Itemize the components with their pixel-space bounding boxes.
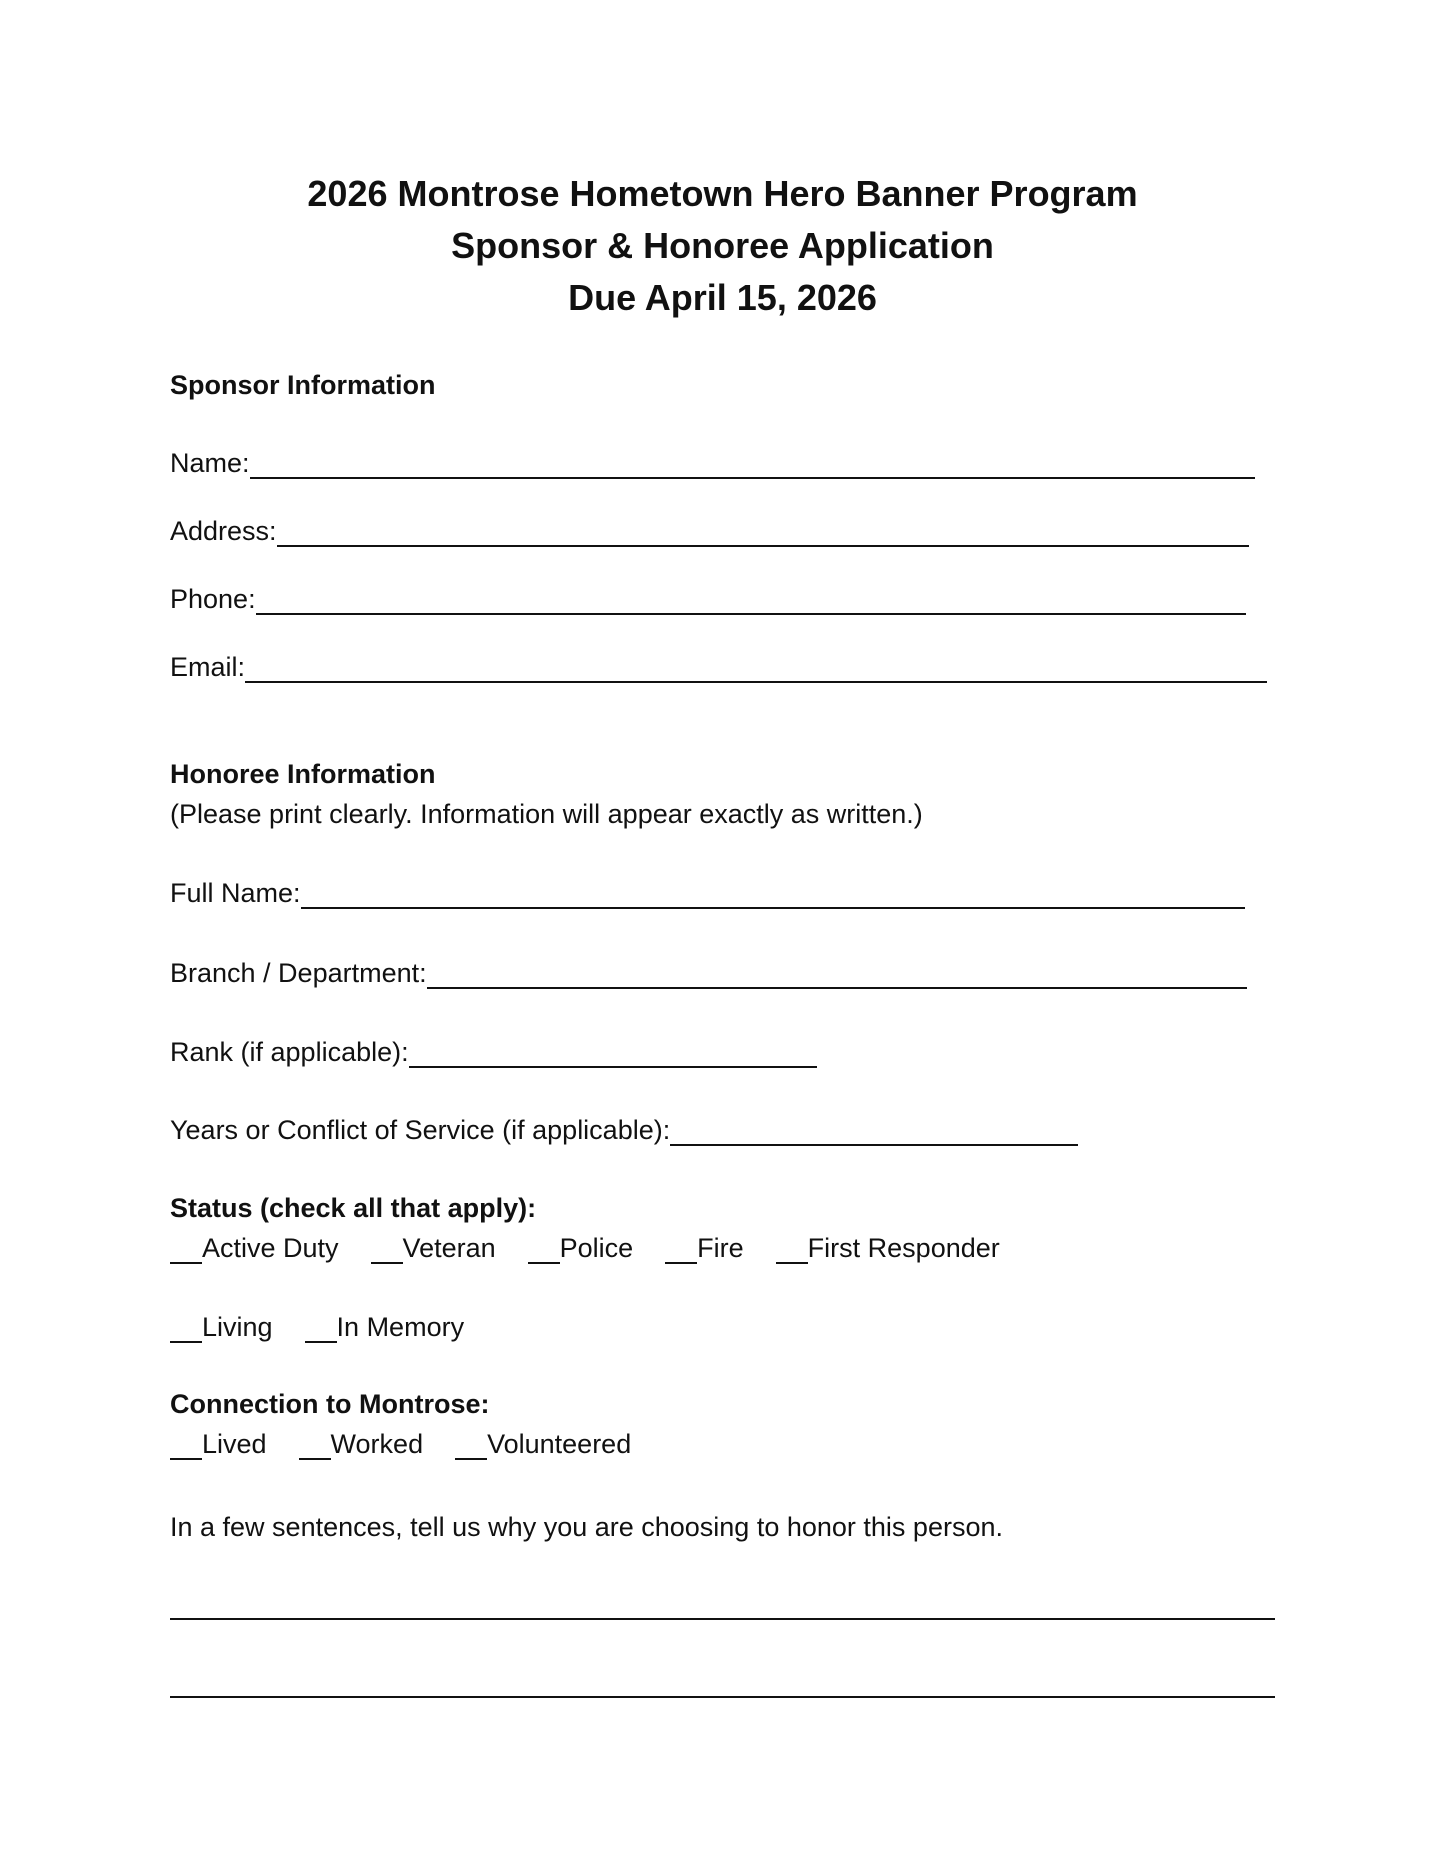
sponsor-email-field[interactable]	[170, 649, 1267, 683]
checkbox-blank[interactable]	[776, 1234, 808, 1264]
rank-line[interactable]	[409, 1038, 817, 1068]
option-label: Volunteered	[487, 1429, 632, 1459]
full-name-line[interactable]	[301, 879, 1245, 909]
honoree-note: (Please print clearly. Information will appear exactly as written.)	[170, 799, 923, 829]
status-option-police[interactable]	[528, 1230, 634, 1264]
branch-line[interactable]	[427, 959, 1247, 989]
sponsor-phone-field[interactable]	[170, 581, 1246, 615]
honoree-full-name-field[interactable]	[170, 875, 1245, 909]
form-title: 2026 Montrose Hometown Hero Banner Program	[307, 173, 1138, 214]
connection-option-lived[interactable]	[170, 1426, 267, 1460]
honoree-rank-field[interactable]	[170, 1034, 817, 1068]
form-subtitle: Sponsor & Honoree Application	[451, 225, 994, 266]
status-option-in-memory[interactable]	[305, 1309, 465, 1343]
honoree-branch-field[interactable]	[170, 955, 1247, 989]
option-label: Worked	[330, 1429, 424, 1459]
status-option-active-duty[interactable]	[170, 1230, 339, 1264]
rank-label: Rank (if applicable):	[170, 1037, 409, 1067]
reason-prompt: In a few sentences, tell us why you are choosing to honor this person.	[170, 1512, 1003, 1542]
connection-option-volunteered[interactable]	[455, 1426, 631, 1460]
option-label: Fire	[697, 1233, 744, 1263]
sponsor-address-label: Address:	[170, 516, 277, 546]
sponsor-phone-line[interactable]	[256, 585, 1246, 615]
reason-answer-line-2[interactable]	[170, 1696, 1275, 1698]
connection-option-worked[interactable]	[299, 1426, 424, 1460]
sponsor-heading: Sponsor Information	[170, 370, 436, 400]
option-label: First Responder	[807, 1233, 1000, 1263]
checkbox-blank[interactable]	[371, 1234, 403, 1264]
sponsor-email-label: Email:	[170, 652, 246, 682]
branch-label: Branch / Department:	[170, 958, 427, 988]
full-name-label: Full Name:	[170, 878, 301, 908]
sponsor-email-line[interactable]	[245, 653, 1267, 683]
life-status-options	[170, 1309, 464, 1343]
checkbox-blank[interactable]	[170, 1234, 202, 1264]
sponsor-name-line[interactable]	[250, 449, 1255, 479]
checkbox-blank[interactable]	[455, 1430, 487, 1460]
option-label: Living	[202, 1312, 273, 1342]
years-line[interactable]	[670, 1116, 1078, 1146]
checkbox-blank[interactable]	[299, 1430, 331, 1460]
option-label: Active Duty	[202, 1233, 339, 1263]
honoree-heading: Honoree Information	[170, 759, 436, 789]
sponsor-name-label: Name:	[170, 448, 250, 478]
checkbox-blank[interactable]	[665, 1234, 697, 1264]
checkbox-blank[interactable]	[305, 1313, 337, 1343]
checkbox-blank[interactable]	[170, 1430, 202, 1460]
status-options	[170, 1230, 1000, 1264]
years-label: Years or Conflict of Service (if applicable):	[170, 1115, 671, 1145]
honoree-years-field[interactable]	[170, 1112, 1078, 1146]
status-option-fire[interactable]	[665, 1230, 744, 1264]
connection-heading: Connection to Montrose:	[170, 1389, 490, 1419]
status-option-living[interactable]	[170, 1309, 273, 1343]
sponsor-phone-label: Phone:	[170, 584, 256, 614]
option-label: Veteran	[402, 1233, 496, 1263]
status-heading: Status (check all that apply):	[170, 1193, 537, 1223]
option-label: Police	[559, 1233, 634, 1263]
checkbox-blank[interactable]	[170, 1313, 202, 1343]
connection-options	[170, 1426, 631, 1460]
sponsor-address-field[interactable]	[170, 513, 1249, 547]
sponsor-name-field[interactable]	[170, 445, 1255, 479]
option-label: In Memory	[336, 1312, 465, 1342]
sponsor-address-line[interactable]	[277, 517, 1249, 547]
status-option-veteran[interactable]	[371, 1230, 496, 1264]
checkbox-blank[interactable]	[528, 1234, 560, 1264]
reason-answer-line-1[interactable]	[170, 1618, 1275, 1620]
status-option-first-responder[interactable]	[776, 1230, 1000, 1264]
option-label: Lived	[202, 1429, 267, 1459]
due-date: Due April 15, 2026	[568, 277, 877, 318]
